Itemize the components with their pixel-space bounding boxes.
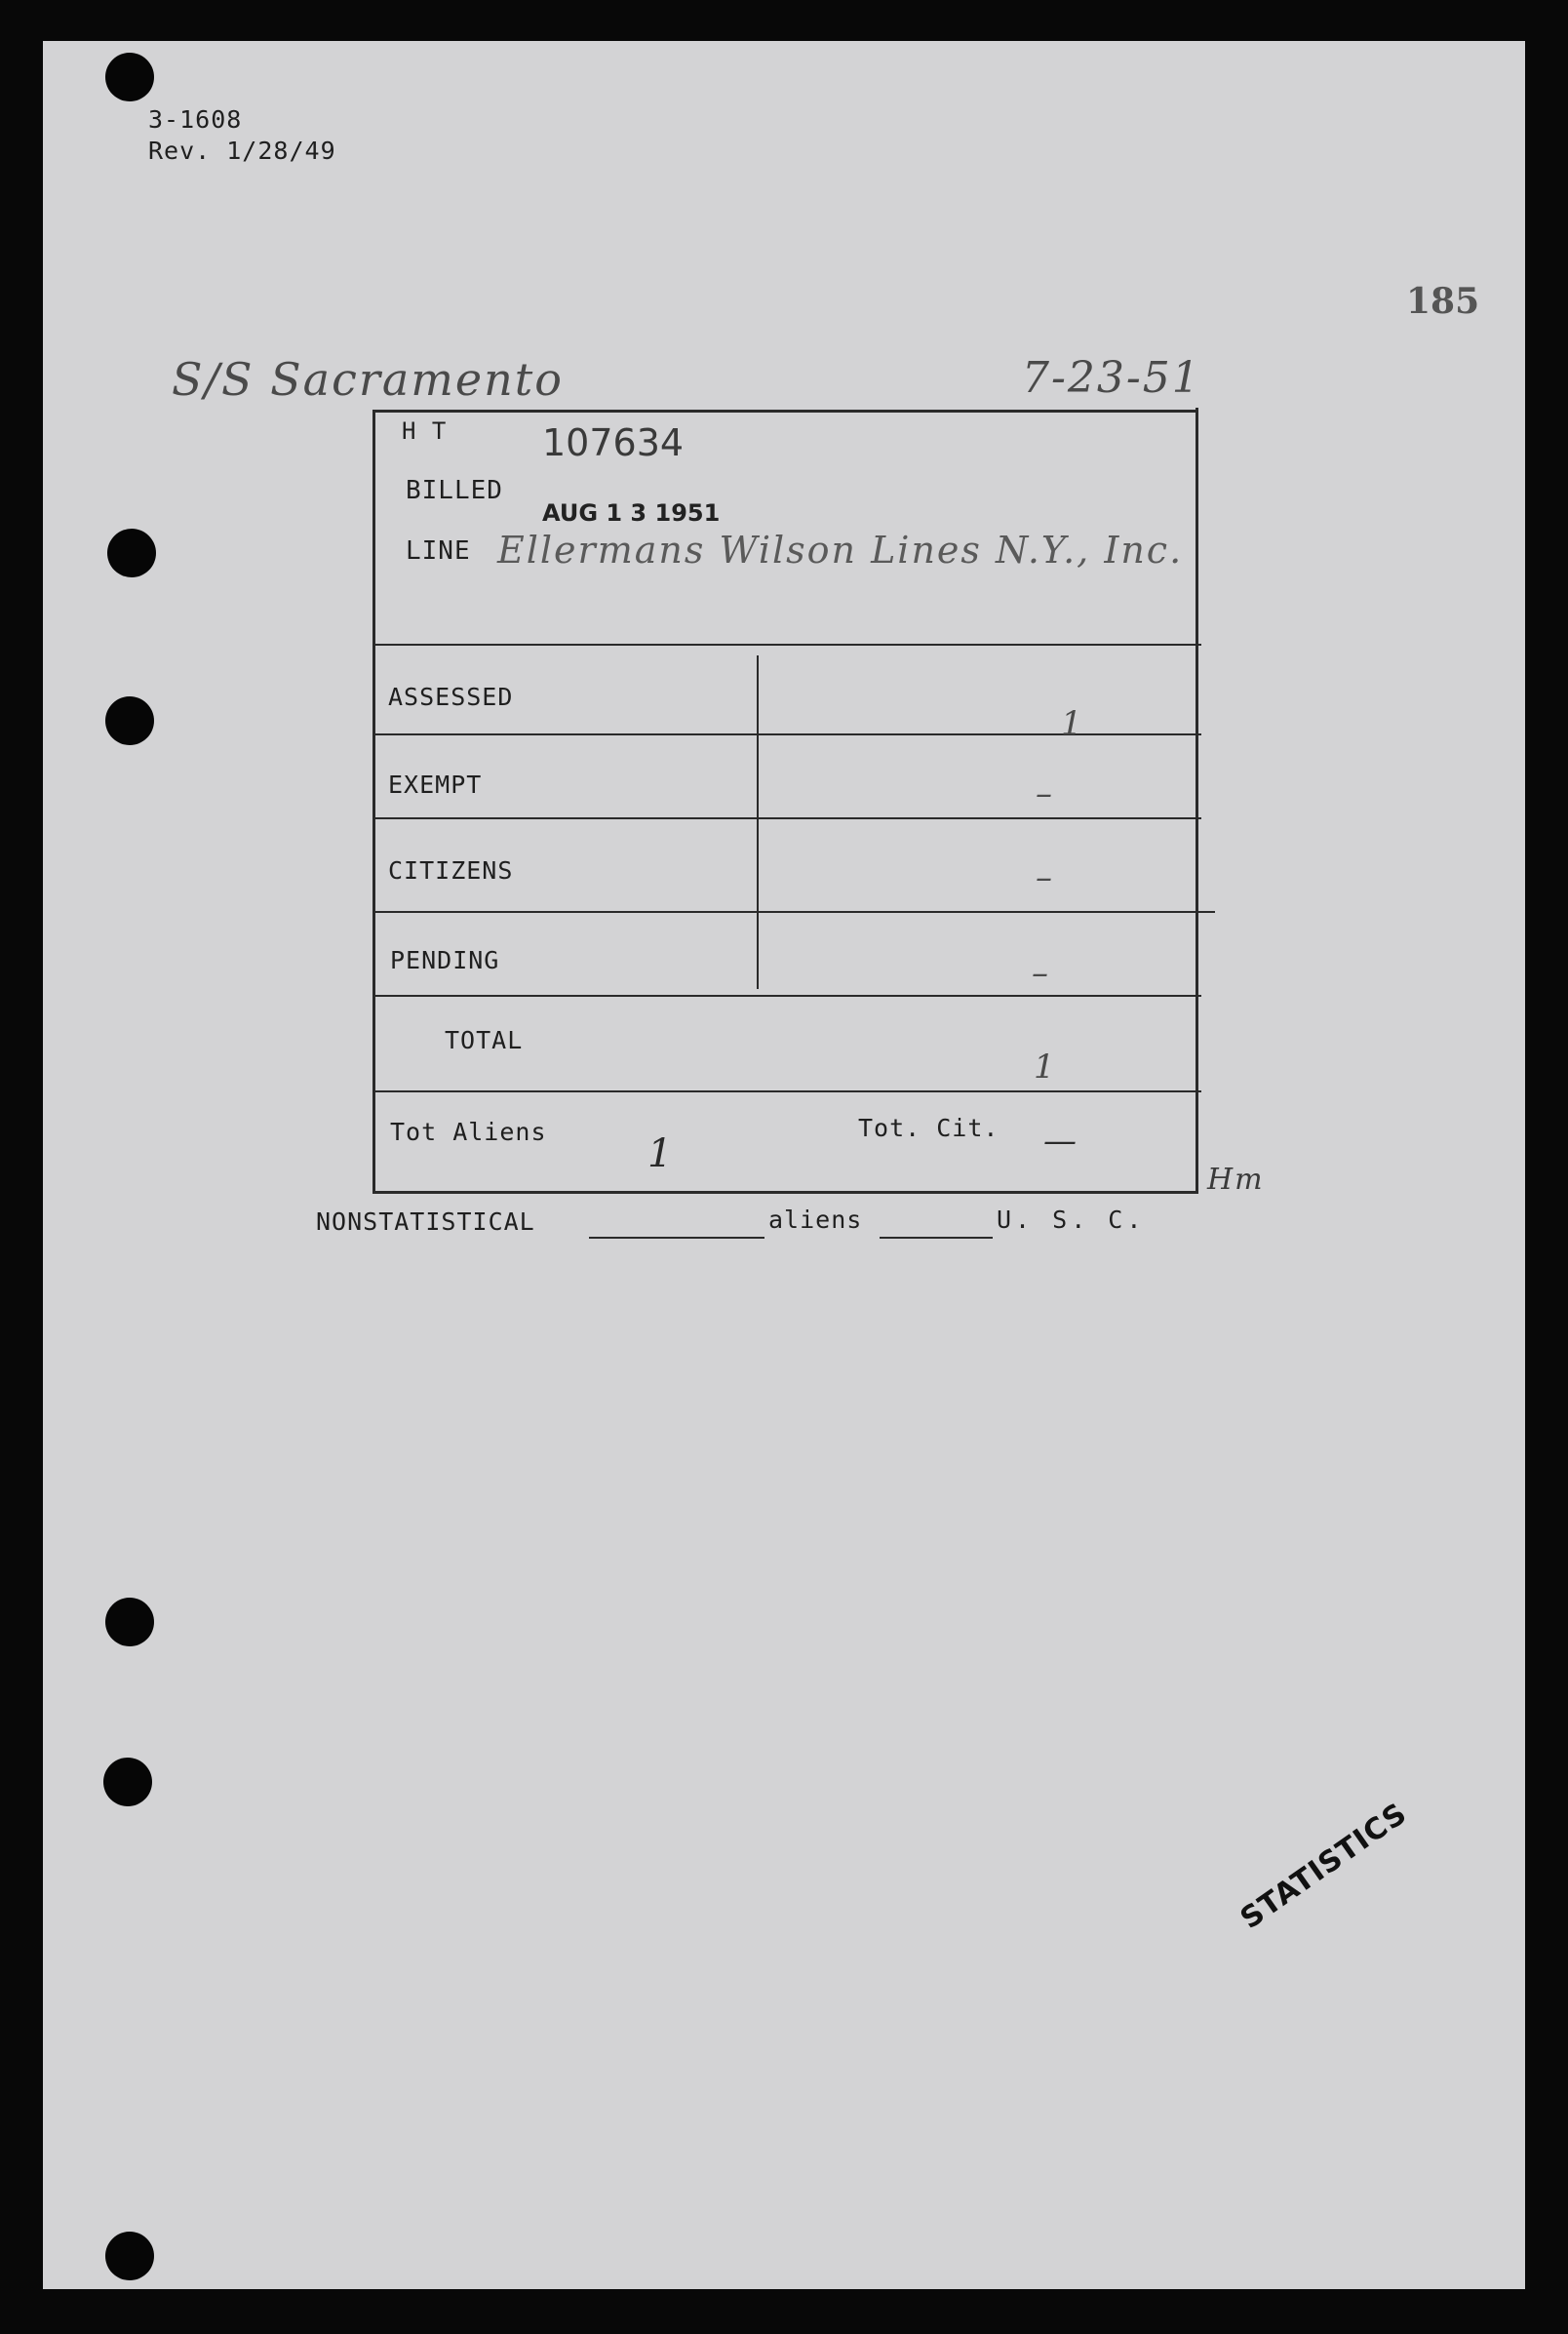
usc-blank: [880, 1237, 993, 1239]
row-divider: [372, 1090, 1201, 1092]
nonstatistical-usc-label: U. S. C.: [997, 1206, 1146, 1234]
total-value: 1: [1034, 1048, 1057, 1087]
clerk-initials: Hm: [1207, 1163, 1265, 1197]
nonstatistical-label: NONSTATISTICAL: [316, 1207, 535, 1236]
column-divider: [757, 655, 759, 989]
ht-number: 107634: [542, 421, 685, 464]
nonstatistical-blank: [589, 1237, 764, 1239]
punch-hole: [105, 2232, 154, 2280]
row-divider: [372, 644, 1201, 646]
statistics-stamp: STATISTICS: [1234, 1796, 1414, 1936]
nonstatistical-aliens-label: aliens: [768, 1206, 863, 1234]
table-border-left: [372, 410, 375, 1194]
row-divider: [372, 817, 1201, 819]
line-label: LINE: [406, 536, 471, 566]
tot-aliens-label: Tot Aliens: [390, 1118, 547, 1146]
tot-cit-value: —: [1043, 1122, 1078, 1161]
row-label-pending: PENDING: [390, 946, 500, 974]
arrival-date: 7-23-51: [1022, 353, 1201, 403]
punch-hole: [105, 1598, 154, 1646]
vessel-name: S/S Sacramento: [172, 353, 564, 406]
table-border-top: [372, 410, 1197, 413]
table-border-right: [1196, 408, 1198, 1194]
punch-hole: [107, 529, 156, 577]
punch-hole: [105, 53, 154, 101]
row-divider: [372, 911, 1215, 913]
row-value-exempt: –: [1036, 774, 1054, 813]
row-label-exempt: EXEMPT: [388, 771, 483, 799]
row-value-pending: –: [1032, 954, 1050, 993]
page-number: 185: [1406, 281, 1480, 322]
record-card: [43, 41, 1525, 2289]
billed-label: BILLED: [406, 476, 503, 505]
row-value-citizens: –: [1036, 858, 1054, 897]
ht-label: H T: [402, 417, 448, 445]
form-number: 3-1608: [148, 105, 243, 134]
tot-aliens-value: 1: [647, 1131, 675, 1176]
row-label-citizens: CITIZENS: [388, 856, 514, 885]
total-label: TOTAL: [445, 1026, 524, 1054]
punch-hole: [105, 696, 154, 745]
tot-cit-label: Tot. Cit.: [858, 1114, 1000, 1142]
row-divider: [372, 995, 1201, 997]
row-label-assessed: ASSESSED: [388, 683, 514, 711]
table-border-bottom: [372, 1191, 1197, 1194]
punch-hole: [103, 1758, 152, 1806]
row-value-assessed: 1: [1061, 704, 1084, 743]
form-revision: Rev. 1/28/49: [148, 137, 336, 165]
billed-date-stamp: AUG 1 3 1951: [542, 499, 721, 527]
shipping-line-name: Ellermans Wilson Lines N.Y., Inc.: [497, 529, 1184, 572]
